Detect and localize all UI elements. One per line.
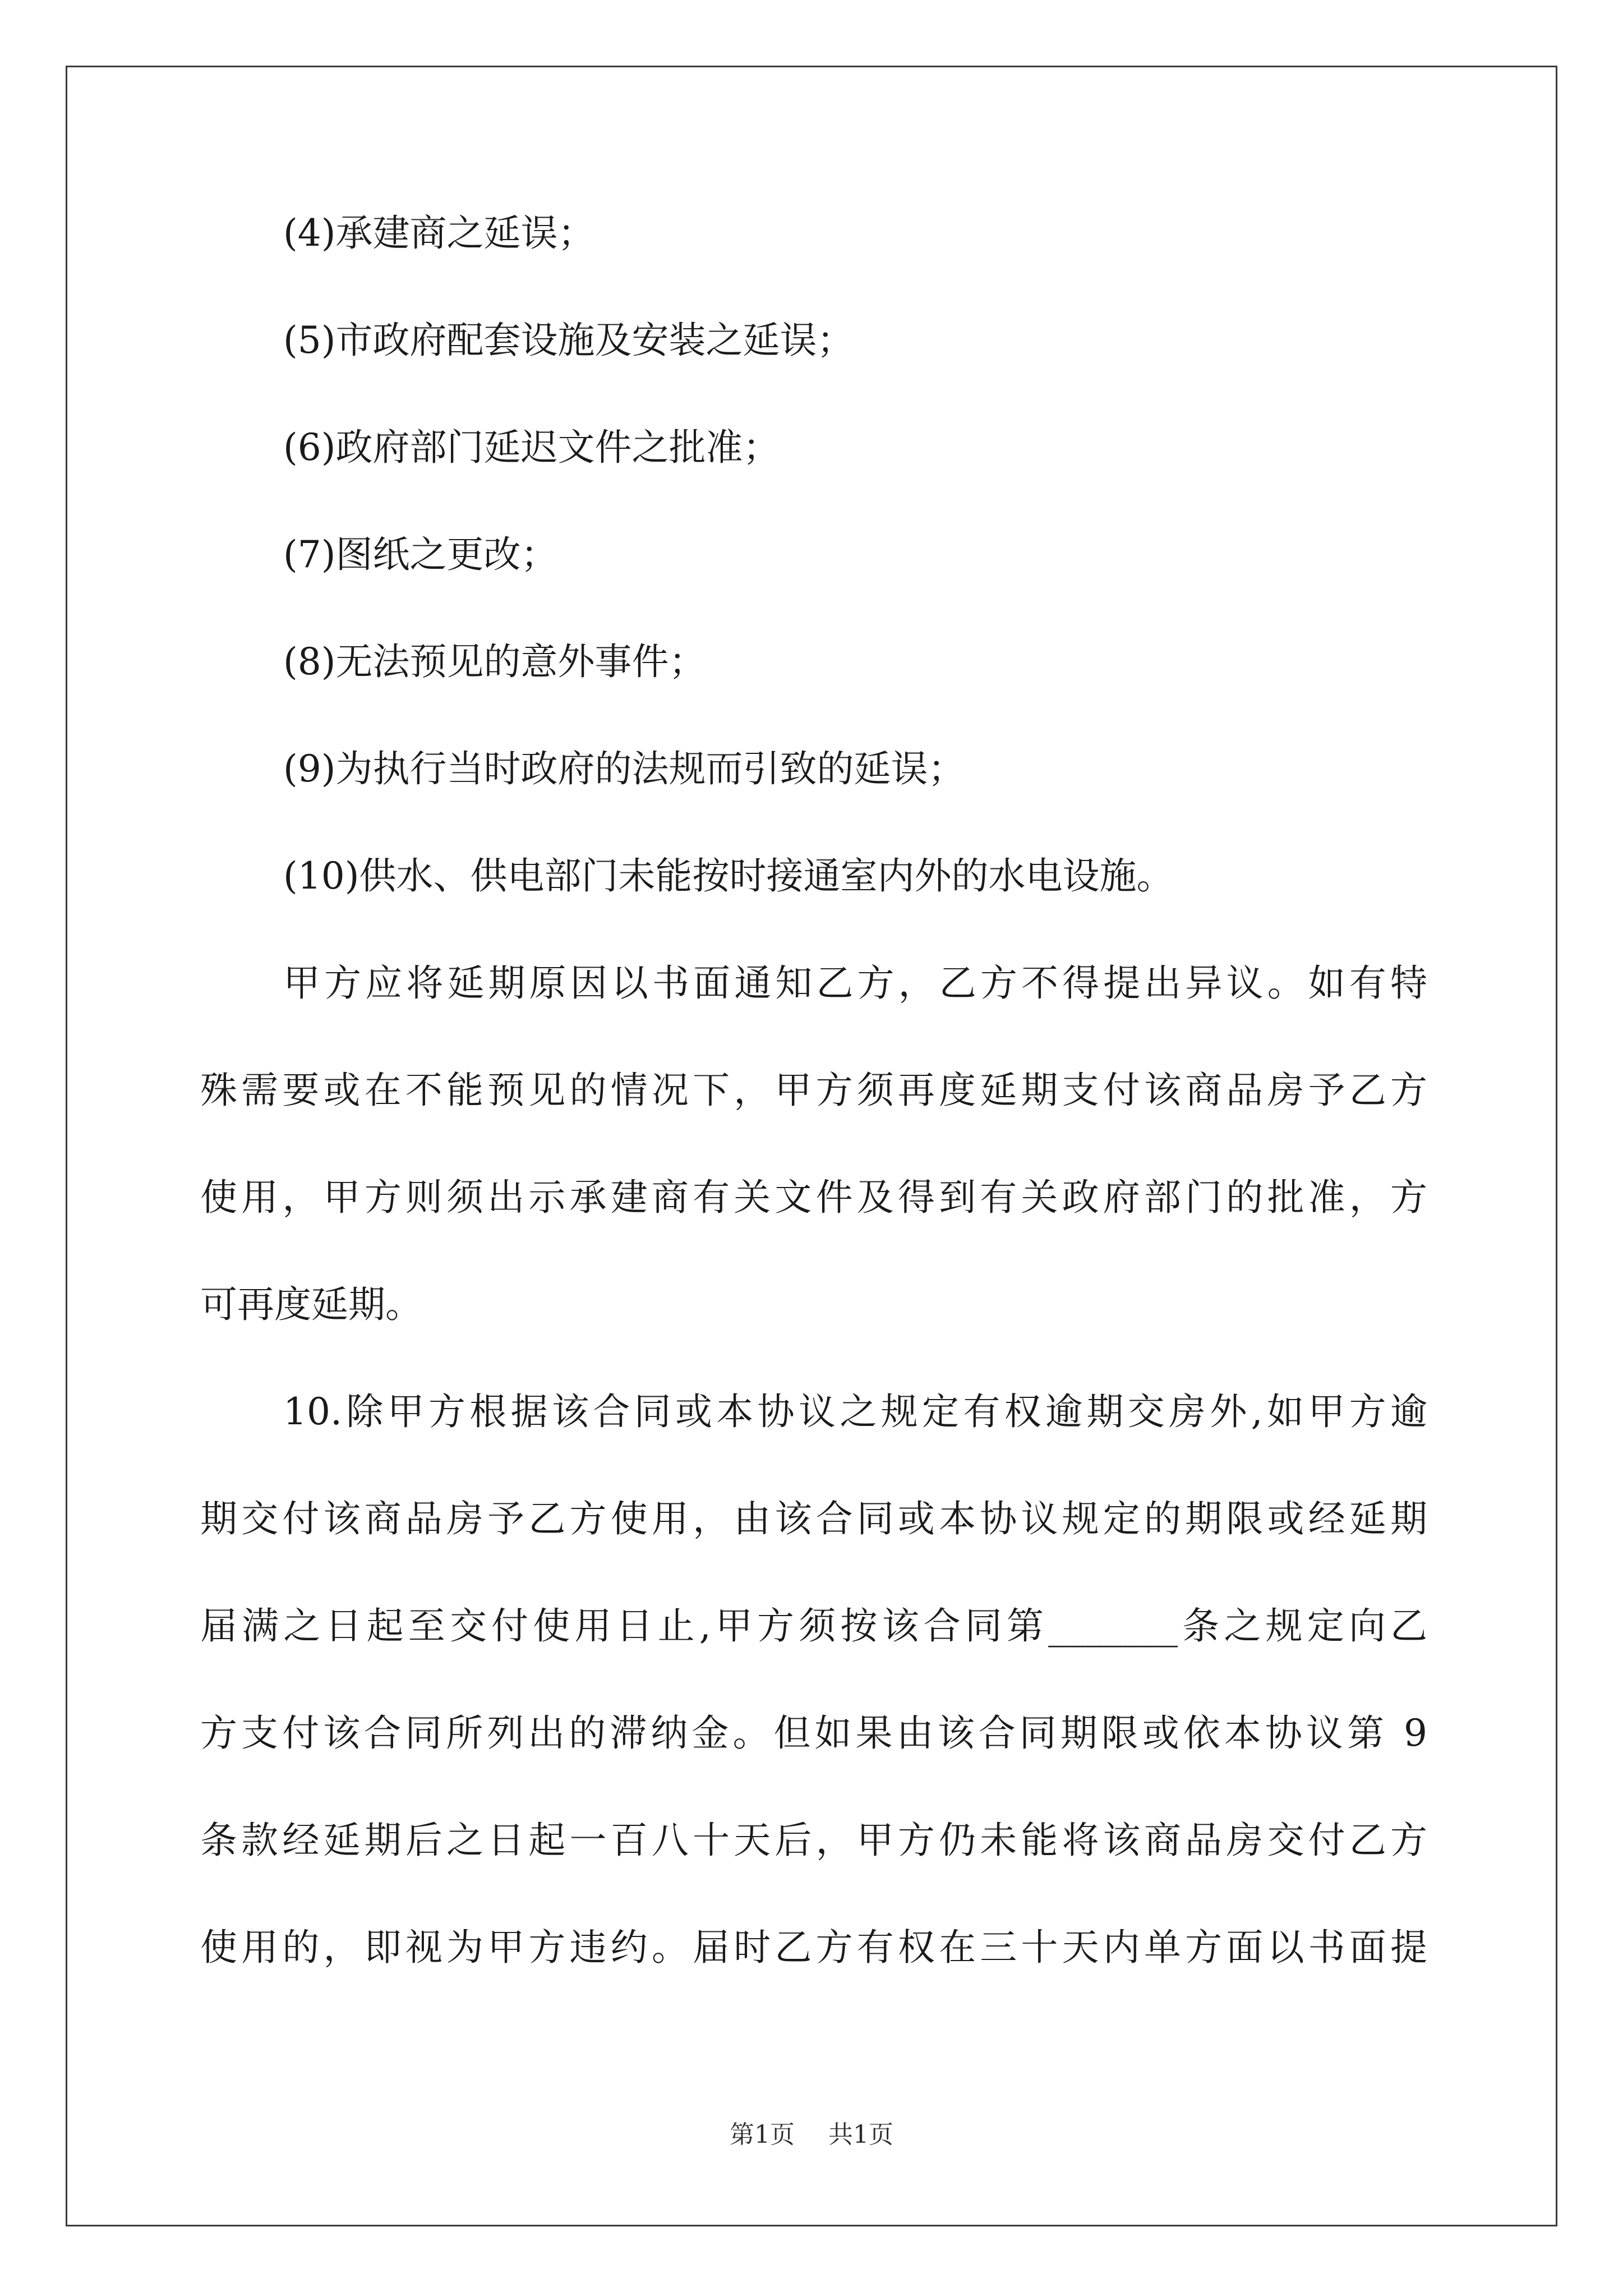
paragraph-delay-notice-line-4: 可再度延期。 bbox=[200, 1283, 422, 1326]
list-item-9: (9)为执行当时政府的法规而引致的延误； bbox=[283, 747, 965, 790]
page-number-current: 第1页 bbox=[730, 2120, 795, 2149]
list-item-6: (6)政府部门延迟文件之批准； bbox=[283, 426, 780, 469]
list-item-10: (10)供水、供电部门未能按时接通室内外的水电设施。 bbox=[283, 854, 1174, 898]
document-body bbox=[200, 206, 1427, 2028]
list-item-8: (8)无法预见的意外事件； bbox=[283, 640, 706, 683]
paragraph-delay-notice-line-3: 使用，甲方则须出示承建商有关文件及得到有关政府部门的批准，方 bbox=[200, 1176, 1427, 1219]
paragraph-delay-notice-line-2: 殊需要或在不能预见的情况下，甲方须再度延期支付该商品房予乙方 bbox=[200, 1069, 1427, 1112]
clause-10-line-4: 方支付该合同所列出的滞纳金。但如果由该合同期限或依本协议第 9 bbox=[200, 1711, 1427, 1755]
clause-10-line-5: 条款经延期后之日起一百八十天后，甲方仍未能将该商品房交付乙方 bbox=[200, 1819, 1427, 1862]
list-item-5: (5)市政府配套设施及安装之延误； bbox=[283, 319, 854, 362]
clause-10-line-3: 届满之日起至交付使用日止,甲方须按该合同第_______条之规定向乙 bbox=[200, 1604, 1427, 1648]
clause-10-line-6: 使用的，即视为甲方违约。届时乙方有权在三十天内单方面以书面提 bbox=[200, 1926, 1427, 1969]
clause-10-line-2: 期交付该商品房予乙方使用，由该合同或本协议规定的期限或经延期 bbox=[200, 1497, 1427, 1540]
page-footer bbox=[0, 2118, 1623, 2152]
list-item-4: (4)承建商之延误； bbox=[283, 211, 595, 255]
clause-10-line-1: 10.除甲方根据该合同或本协议之规定有权逾期交房外,如甲方逾 bbox=[283, 1390, 1427, 1433]
paragraph-delay-notice-line-1: 甲方应将延期原因以书面通知乙方，乙方不得提出异议。如有特 bbox=[283, 961, 1427, 1005]
page-number-total: 共1页 bbox=[828, 2120, 893, 2149]
list-item-7: (7)图纸之更改； bbox=[283, 533, 558, 576]
